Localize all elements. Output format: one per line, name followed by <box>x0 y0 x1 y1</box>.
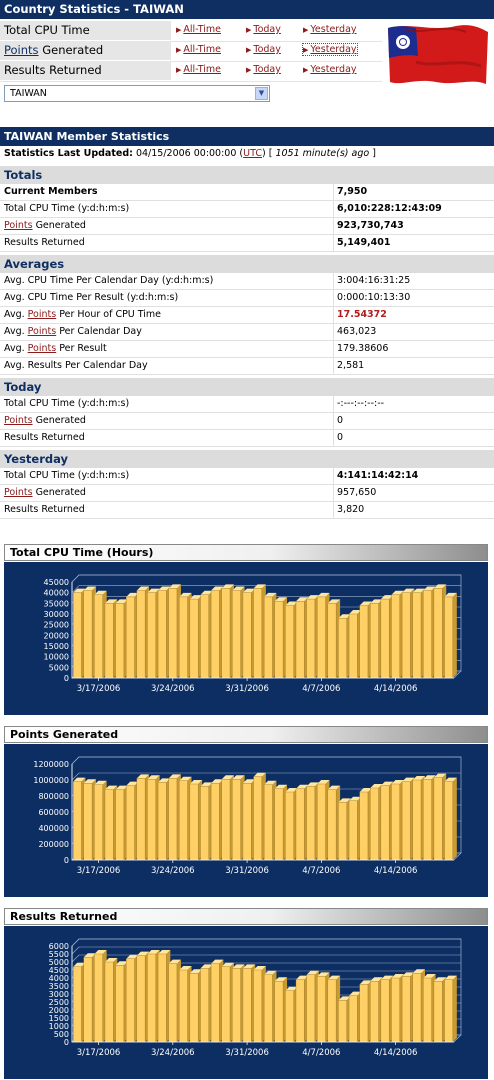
bar <box>211 591 219 678</box>
x-tick-label: 3/31/2006 <box>225 1048 269 1058</box>
bar <box>222 967 230 1042</box>
bar <box>147 779 155 860</box>
bar <box>158 591 166 678</box>
stat-row: Avg. Points Per Hour of CPU Time 17.54372 <box>0 307 494 324</box>
bar <box>190 784 198 860</box>
bar <box>201 595 209 678</box>
results-alltime-link[interactable]: ▶ All-Time <box>176 64 221 75</box>
stat-row: Avg. Points Per Calendar Day 463,023 <box>0 324 494 341</box>
bar <box>84 783 92 860</box>
top-row-label: Points Generated <box>0 41 171 60</box>
points-link[interactable]: Points <box>4 415 33 426</box>
section-totals: Totals <box>0 166 494 184</box>
bar <box>296 789 304 860</box>
bar <box>243 783 251 860</box>
x-tick-label: 3/17/2006 <box>76 866 121 876</box>
cpu-alltime-link[interactable]: ▶ All-Time <box>176 24 221 35</box>
bar <box>264 975 272 1042</box>
bar <box>254 970 262 1042</box>
bar <box>201 968 209 1042</box>
bar <box>179 597 187 678</box>
stat-row: Total CPU Time (y:d:h:m:s) 4:141:14:42:14 <box>0 468 494 485</box>
points-today-link[interactable]: ▶ Today <box>246 44 281 55</box>
y-tick-label: 6000 <box>48 942 69 951</box>
chart-title: Points Generated <box>4 726 488 743</box>
points-link[interactable]: Points <box>4 220 33 231</box>
points-chart <box>4 744 488 897</box>
bar <box>381 786 389 860</box>
bar <box>275 981 283 1042</box>
x-tick-label: 4/14/2006 <box>373 866 418 876</box>
bar <box>169 588 177 678</box>
bar <box>445 980 453 1042</box>
stat-row: Avg. CPU Time Per Result (y:d:h:m:s) 0:000:10:13:30 <box>0 290 494 307</box>
bar <box>147 954 155 1042</box>
points-link[interactable]: Points <box>4 487 33 498</box>
bar <box>445 597 453 678</box>
bar-side <box>453 778 457 860</box>
stat-row: Total CPU Time (y:d:h:m:s) 6,010:228:12:43:09 <box>0 201 494 218</box>
y-tick-label: 3500 <box>48 982 69 991</box>
arrow-right-icon: ▶ <box>176 46 182 54</box>
bar <box>243 968 251 1042</box>
country-select[interactable]: TAIWAN ▼ <box>4 85 270 102</box>
bar <box>413 593 421 678</box>
bar <box>116 790 124 860</box>
y-tick-label: 15000 <box>43 642 69 651</box>
arrow-right-icon: ▶ <box>176 66 182 74</box>
bar <box>232 591 240 678</box>
bar <box>285 991 293 1042</box>
bar <box>275 789 283 860</box>
bar <box>413 780 421 860</box>
stat-row: Total CPU Time (y:d:h:m:s) -:---:--:--:-- <box>0 396 494 413</box>
bar <box>169 964 177 1042</box>
x-tick-label: 4/14/2006 <box>373 684 418 694</box>
bar <box>275 601 283 678</box>
bar <box>423 779 431 860</box>
bar <box>370 788 378 860</box>
bar <box>317 597 325 678</box>
y-tick-label: 5500 <box>48 950 69 959</box>
bar <box>126 786 134 860</box>
y-tick-label: 0 <box>63 856 69 865</box>
y-tick-label: 3000 <box>48 990 69 999</box>
bar <box>381 980 389 1042</box>
bar <box>116 965 124 1042</box>
bar <box>116 603 124 678</box>
bar <box>402 593 410 678</box>
x-tick-label: 4/7/2006 <box>302 866 341 876</box>
points-link[interactable]: Points <box>27 309 57 320</box>
bar <box>349 996 357 1042</box>
country-stats-header <box>0 0 494 19</box>
bar <box>296 601 304 678</box>
stat-row: Avg. Points Per Result 179.38606 <box>0 341 494 358</box>
points-link[interactable]: Points <box>27 326 57 337</box>
y-tick-label: 25000 <box>43 620 69 630</box>
bar <box>94 954 102 1042</box>
bar <box>73 967 81 1042</box>
y-tick-label: 5000 <box>48 663 69 673</box>
x-tick-label: 3/24/2006 <box>151 1048 195 1058</box>
stat-row: Points Generated 923,730,743 <box>0 218 494 235</box>
bar <box>126 597 134 678</box>
bar <box>232 779 240 860</box>
bar-side <box>453 593 457 678</box>
bar <box>360 605 368 678</box>
bar <box>317 784 325 860</box>
top-row-label: Total CPU Time <box>0 21 171 40</box>
x-tick-label: 3/24/2006 <box>151 866 195 876</box>
bar <box>105 603 113 678</box>
bar <box>392 784 400 860</box>
bar <box>349 801 357 860</box>
bar <box>73 782 81 860</box>
bar <box>264 785 272 860</box>
results-chart <box>4 926 488 1079</box>
utc-link[interactable]: UTC <box>243 148 262 159</box>
y-tick-label: 20000 <box>43 631 69 641</box>
x-tick-label: 3/17/2006 <box>76 684 121 694</box>
top-row-label: Results Returned <box>0 61 171 80</box>
arrow-right-icon: ▶ <box>246 26 252 34</box>
x-tick-label: 3/31/2006 <box>225 866 269 876</box>
bar <box>254 777 262 860</box>
chart-title: Total CPU Time (Hours) <box>4 544 488 561</box>
bar <box>243 593 251 678</box>
y-tick-label: 1000000 <box>33 776 69 785</box>
y-tick-label: 2500 <box>48 998 69 1007</box>
member-stats-header: TAIWAN Member Statistics <box>0 127 494 146</box>
top-row-cpu <box>0 21 382 42</box>
bar <box>147 593 155 678</box>
bar <box>285 792 293 860</box>
bar <box>434 778 442 860</box>
results-yesterday-link[interactable]: ▶ Yesterday <box>303 64 357 75</box>
bar <box>413 973 421 1042</box>
y-tick-label: 30000 <box>43 610 69 619</box>
bar <box>158 954 166 1042</box>
bar <box>190 599 198 678</box>
y-tick-label: 35000 <box>43 599 69 609</box>
stat-row: Results Returned 5,149,401 <box>0 235 494 252</box>
bar <box>423 978 431 1042</box>
y-tick-label: 4500 <box>48 966 69 975</box>
bar <box>317 976 325 1042</box>
cpu-time-chart <box>4 562 488 715</box>
y-tick-label: 200000 <box>38 840 69 849</box>
y-tick-label: 40000 <box>43 588 69 598</box>
points-alltime-link[interactable]: ▶ All-Time <box>176 44 221 55</box>
bar <box>201 786 209 860</box>
arrow-right-icon: ▶ <box>303 46 309 54</box>
bar <box>94 595 102 678</box>
bar <box>370 981 378 1042</box>
x-tick-label: 4/14/2006 <box>373 1048 418 1058</box>
bar <box>211 783 219 860</box>
y-tick-label: 5000 <box>48 958 69 967</box>
y-tick-label: 800000 <box>38 792 69 801</box>
bar <box>158 782 166 860</box>
bar <box>360 792 368 860</box>
stat-row: Results Returned 3,820 <box>0 502 494 519</box>
section-yesterday: Yesterday <box>0 450 494 468</box>
bar <box>434 588 442 678</box>
bar <box>402 782 410 860</box>
stat-row: Current Members 7,950 <box>0 184 494 201</box>
bar <box>445 782 453 860</box>
x-tick-label: 3/31/2006 <box>225 684 269 694</box>
chart-title: Results Returned <box>4 908 488 925</box>
bar <box>105 790 113 860</box>
arrow-right-icon: ▶ <box>246 66 252 74</box>
bar <box>232 968 240 1042</box>
bar <box>338 802 346 860</box>
x-tick-label: 4/7/2006 <box>302 1048 341 1058</box>
stat-row: Points Generated 957,650 <box>0 485 494 502</box>
bar <box>222 588 230 678</box>
bar <box>137 591 145 678</box>
bar <box>307 786 315 860</box>
bar <box>84 591 92 678</box>
bar <box>360 984 368 1042</box>
bar <box>307 599 315 678</box>
bar-side <box>453 976 457 1042</box>
bar <box>402 976 410 1042</box>
bar <box>285 605 293 678</box>
y-tick-label: 1000 <box>48 1022 69 1031</box>
bar <box>222 779 230 860</box>
bar <box>254 588 262 678</box>
y-tick-label: 10000 <box>43 652 69 662</box>
y-tick-label: 1500 <box>48 1014 69 1023</box>
bar <box>381 599 389 678</box>
page-title: Country Statistics - TAIWAN <box>4 2 184 16</box>
bar <box>137 778 145 860</box>
y-tick-label: 500 <box>53 1030 69 1039</box>
bar <box>296 980 304 1042</box>
bar <box>392 978 400 1042</box>
top-row-points <box>0 41 382 62</box>
bar <box>392 595 400 678</box>
bar <box>84 957 92 1042</box>
y-tick-label: 4000 <box>48 974 69 983</box>
y-tick-label: 600000 <box>38 808 69 817</box>
y-tick-label: 400000 <box>38 824 69 833</box>
arrow-right-icon: ▶ <box>303 66 309 74</box>
bar <box>179 970 187 1042</box>
bar <box>370 603 378 678</box>
stat-row: Results Returned 0 <box>0 430 494 447</box>
bar <box>211 964 219 1042</box>
taiwan-flag-image <box>386 22 490 90</box>
section-averages: Averages <box>0 255 494 273</box>
arrow-right-icon: ▶ <box>176 26 182 34</box>
bar <box>169 778 177 860</box>
points-link[interactable]: Points <box>27 343 57 354</box>
stat-row: Points Generated 0 <box>0 413 494 430</box>
bar <box>264 597 272 678</box>
bar <box>307 975 315 1042</box>
y-tick-label: 2000 <box>48 1006 69 1015</box>
points-yesterday-link[interactable]: ▶ Yesterday <box>303 44 357 55</box>
x-tick-label: 3/24/2006 <box>151 684 195 694</box>
bar <box>328 980 336 1042</box>
bar <box>338 1000 346 1042</box>
bar <box>190 973 198 1042</box>
y-tick-label: 0 <box>63 674 69 683</box>
results-today-link[interactable]: ▶ Today <box>246 64 281 75</box>
y-tick-label: 0 <box>63 1038 69 1047</box>
section-today: Today <box>0 378 494 396</box>
cpu-yesterday-link[interactable]: ▶ Yesterday <box>303 24 357 35</box>
x-tick-label: 3/17/2006 <box>76 1048 121 1058</box>
y-tick-label: 1200000 <box>33 760 69 769</box>
bar <box>328 790 336 860</box>
stat-row: Avg. Results Per Calendar Day 2,581 <box>0 358 494 375</box>
last-updated-row: Statistics Last Updated: 04/15/2006 00:00:00 (UTC) [ 1051 minute(s) ago ] <box>4 148 376 159</box>
bar <box>423 591 431 678</box>
bar <box>137 956 145 1042</box>
bar <box>328 603 336 678</box>
points-link[interactable]: Points <box>4 43 39 57</box>
arrow-right-icon: ▶ <box>303 26 309 34</box>
arrow-right-icon: ▶ <box>246 46 252 54</box>
bar <box>434 981 442 1042</box>
bar <box>126 959 134 1042</box>
bar <box>179 781 187 860</box>
stat-row: Avg. CPU Time Per Calendar Day (y:d:h:m:s) 3:004:16:31:25 <box>0 273 494 290</box>
bar <box>349 614 357 678</box>
bar <box>338 618 346 678</box>
bar <box>73 593 81 678</box>
top-row-results <box>0 61 382 82</box>
cpu-today-link[interactable]: ▶ Today <box>246 24 281 35</box>
bar <box>105 962 113 1042</box>
y-tick-label: 45000 <box>43 578 69 587</box>
chevron-down-icon[interactable]: ▼ <box>255 87 268 100</box>
bar <box>94 785 102 860</box>
x-tick-label: 4/7/2006 <box>302 684 341 694</box>
